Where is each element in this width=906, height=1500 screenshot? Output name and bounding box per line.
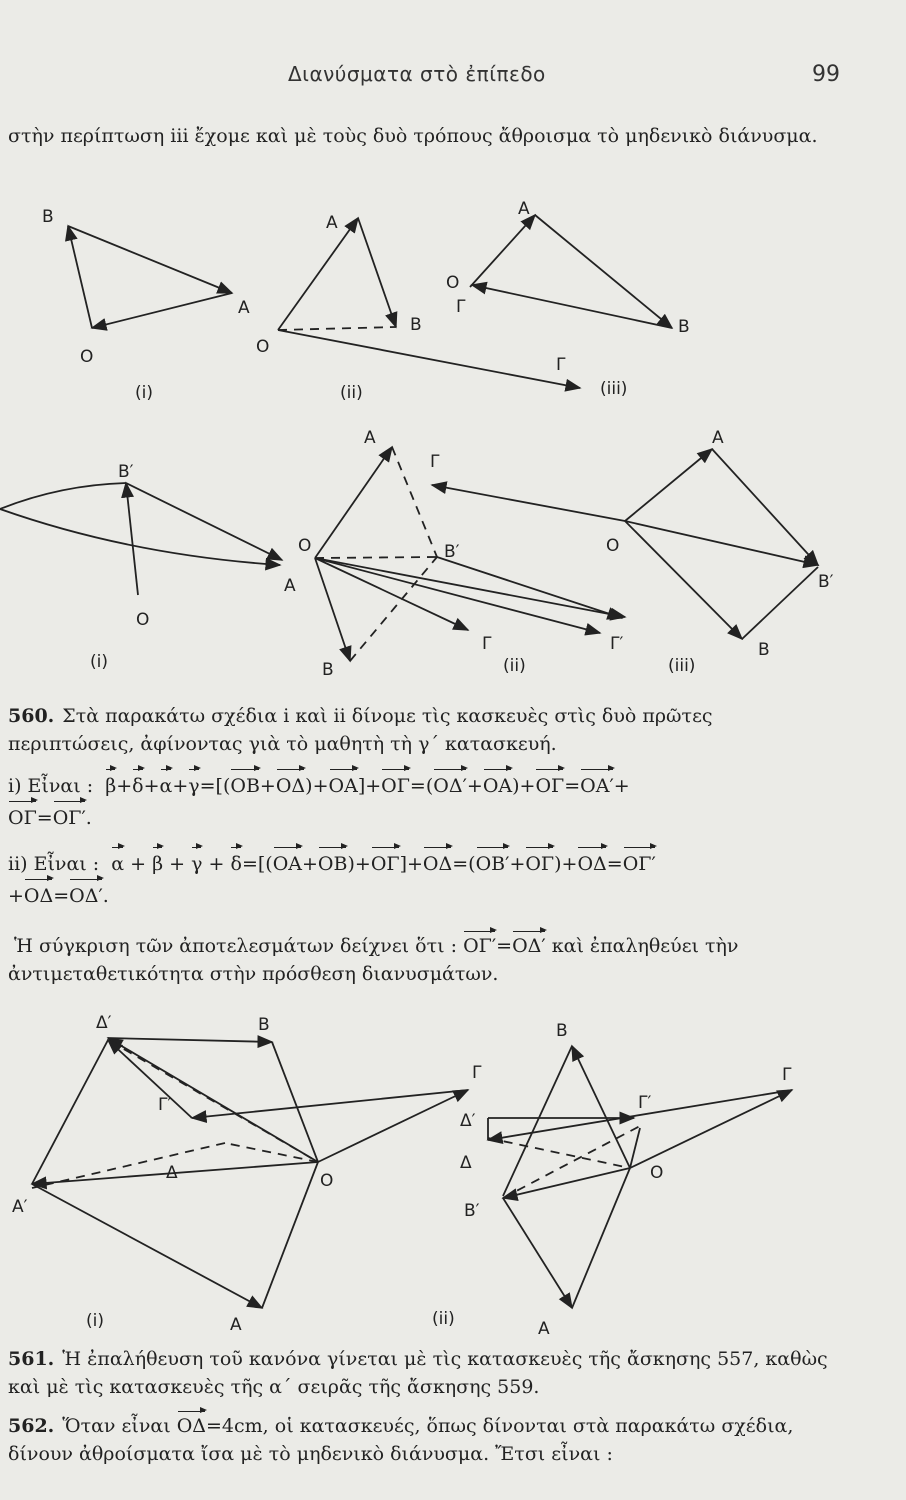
fig1-label: (ii) — [340, 383, 363, 403]
vector-term: OΓ — [8, 802, 37, 834]
fig1-label: O — [256, 337, 270, 357]
fig2-label: A — [364, 428, 376, 448]
exercise-562 — [8, 1412, 838, 1468]
fig3-label: (ii) — [432, 1309, 455, 1329]
fig2-label: B′ — [118, 462, 134, 482]
vector-term: OA — [483, 770, 512, 802]
vector-term: OΔ′ — [433, 770, 467, 802]
fig2-label: B′ — [818, 572, 834, 592]
vector-term: OB — [318, 848, 348, 880]
exercise-560-case-ii: ii) Εἶναι : α + β + γ + δ=[(OA+OB)+OΓ]+OΔ=(OB′+OΓ)+OΔ=OΓ′ +OΔ=OΔ′. — [8, 848, 838, 912]
fig1-label: (iii) — [600, 379, 628, 399]
fig1-label: B — [42, 207, 54, 227]
exercise-560-case-i: i) Εἶναι : β+δ+α+γ=[(OB+OΔ)+OA]+OΓ=(OΔ′+OA)+OΓ=OA′+ OΓ=OΓ′. — [8, 770, 838, 834]
fig1-label: O — [80, 347, 94, 367]
fig3-label: (i) — [86, 1311, 104, 1331]
vector-term: OΓ — [525, 848, 554, 880]
vector-term: α — [111, 848, 124, 880]
vector-term: OA — [329, 770, 358, 802]
fig3-label: Δ′ — [96, 1013, 112, 1033]
vector-term: OΓ — [381, 770, 410, 802]
fig1-label: B — [410, 315, 422, 335]
fig3-label: A — [538, 1319, 550, 1338]
exercise-number: 560. — [8, 705, 55, 727]
case-label: i) Εἶναι : — [8, 775, 94, 797]
vector-term: δ — [132, 770, 143, 802]
page-number: 99 — [812, 62, 840, 87]
fig3-label: Γ — [782, 1065, 792, 1085]
fig3-label: Γ′ — [158, 1095, 172, 1115]
exercise-number: 562. — [8, 1415, 55, 1437]
conclusion-tail: καὶ ἐπαληθεύει τὴν ἀντιμεταθετικότητα στὴν πρόσθεση διανυσμάτων. — [8, 935, 739, 985]
fig3-label: Γ — [472, 1063, 482, 1083]
fig3-label: Δ — [460, 1153, 472, 1173]
vector-term: OΔ — [276, 770, 305, 802]
vector-term: α — [160, 770, 173, 802]
fig2-label: O — [606, 536, 620, 556]
vector-term: OA — [273, 848, 302, 880]
vector-term: OΓ′ — [463, 932, 496, 960]
fig2-label: Γ′ — [610, 634, 624, 654]
vector-term: OB — [230, 770, 260, 802]
fig3-label: Δ — [166, 1163, 178, 1183]
fig3-label: A — [230, 1315, 242, 1335]
exercise-number: 561. — [8, 1348, 55, 1370]
fig3-label: B′ — [464, 1201, 480, 1221]
fig1-label: Γ — [456, 297, 466, 317]
exercise-text: Στὰ παρακάτω σχέδια i καὶ ii δίνομε τὶς κασκευὲς στὶς δυὸ πρῶτες περιπτώσεις, ἀφίνοντας γιὰ τὸ μαθητὴ τὴ γ΄ κατασκευή. — [8, 705, 713, 755]
fig3-label: Γ′ — [638, 1093, 652, 1113]
fig2-label: Γ — [430, 452, 440, 472]
fig1-label: Γ — [556, 355, 566, 375]
vector-term: OΓ — [535, 770, 564, 802]
vector-term: OA′ — [580, 770, 614, 802]
running-header — [0, 62, 906, 92]
vector-term: OΔ — [423, 848, 452, 880]
fig2-label: O — [136, 610, 150, 630]
fig2-label: B′ — [444, 542, 460, 562]
fig2-label: (iii) — [668, 656, 696, 676]
exercise-text: =4cm, οἱ κατασκευές, ὅπως δίνονται στὰ παρακάτω σχέδια, δίνουν ἀθροίσματα ἴσα μὲ τὸ μηδενικὸ διάνυσμα. Ἔτσι εἶναι : — [8, 1415, 794, 1465]
intro-paragraph: στὴν περίπτωση iii ἔχομε καὶ μὲ τοὺς δυὸ τρόπους ἄθροισμα τὸ μηδενικὸ διάνυσμα. — [8, 125, 818, 147]
vector-term: γ — [191, 848, 202, 880]
vector-term: OΔ — [177, 1412, 206, 1440]
figure-2-vector-diagrams — [0, 425, 906, 685]
vector-term: OΓ′ — [53, 802, 86, 834]
case-label: ii) Εἶναι : — [8, 853, 100, 875]
fig1-label: A — [326, 213, 338, 233]
vector-term: δ — [230, 848, 241, 880]
exercise-560-conclusion: Ἡ σύγκριση τῶν ἀποτελεσμάτων δείχνει ὅτι : OΓ′=OΔ′ καὶ ἐπαληθεύει τὴν ἀντιμεταθετικότητα στὴν πρόσθεση διανυσμάτων. — [8, 932, 838, 988]
fig3-label: Δ′ — [460, 1111, 476, 1131]
exercise-560-statement — [8, 702, 838, 758]
fig1-label: B — [678, 317, 690, 337]
fig2-label: B — [758, 640, 770, 660]
fig3-label: A′ — [12, 1197, 28, 1217]
fig2-label: B — [322, 660, 334, 680]
vector-term: OB′ — [476, 848, 510, 880]
vector-term: OΔ — [577, 848, 606, 880]
vector-term: OΓ — [371, 848, 400, 880]
fig1-label: (i) — [135, 383, 153, 403]
exercise-561 — [8, 1345, 838, 1401]
header-title: Διανύσματα στὸ ἐπίπεδο — [288, 62, 546, 86]
vector-term: OΔ′ — [512, 932, 546, 960]
fig1-label: A — [238, 298, 250, 318]
fig2-label: O — [298, 536, 312, 556]
vector-term: OΔ — [24, 880, 53, 912]
vector-term: OΓ′ — [623, 848, 656, 880]
fig3-label: B — [258, 1015, 270, 1035]
vector-term: β — [152, 848, 163, 880]
fig2-label: (i) — [90, 652, 108, 672]
fig3-label: B — [556, 1021, 568, 1041]
fig1-label: A — [518, 199, 530, 219]
fig3-label: O — [320, 1171, 334, 1191]
fig1-label: O — [446, 273, 460, 293]
fig3-label: O — [650, 1163, 664, 1183]
vector-term: γ — [188, 770, 199, 802]
fig2-label: A — [284, 576, 296, 596]
figure-1-vector-diagrams — [0, 190, 906, 420]
exercise-text: Ἡ ἐπαλήθευση τοῦ κανόνα γίνεται μὲ τὶς κατασκευὲς τῆς ἄσκησης 557, καθὼς καὶ μὲ τὶς κατασκευὲς τῆς α΄ σειρᾶς τῆς ἄσκησης 559. — [8, 1348, 828, 1398]
vector-term: OΔ′ — [69, 880, 103, 912]
vector-term: β — [105, 770, 116, 802]
fig2-label: Γ — [482, 634, 492, 654]
fig2-label: (ii) — [503, 656, 526, 676]
fig2-label: A — [712, 428, 724, 448]
conclusion-text: Ἡ σύγκριση τῶν ἀποτελεσμάτων δείχνει ὅτι : — [14, 935, 458, 957]
figure-3-vector-diagrams — [0, 1008, 906, 1338]
exercise-text: Ὅταν εἶναι — [62, 1415, 171, 1437]
